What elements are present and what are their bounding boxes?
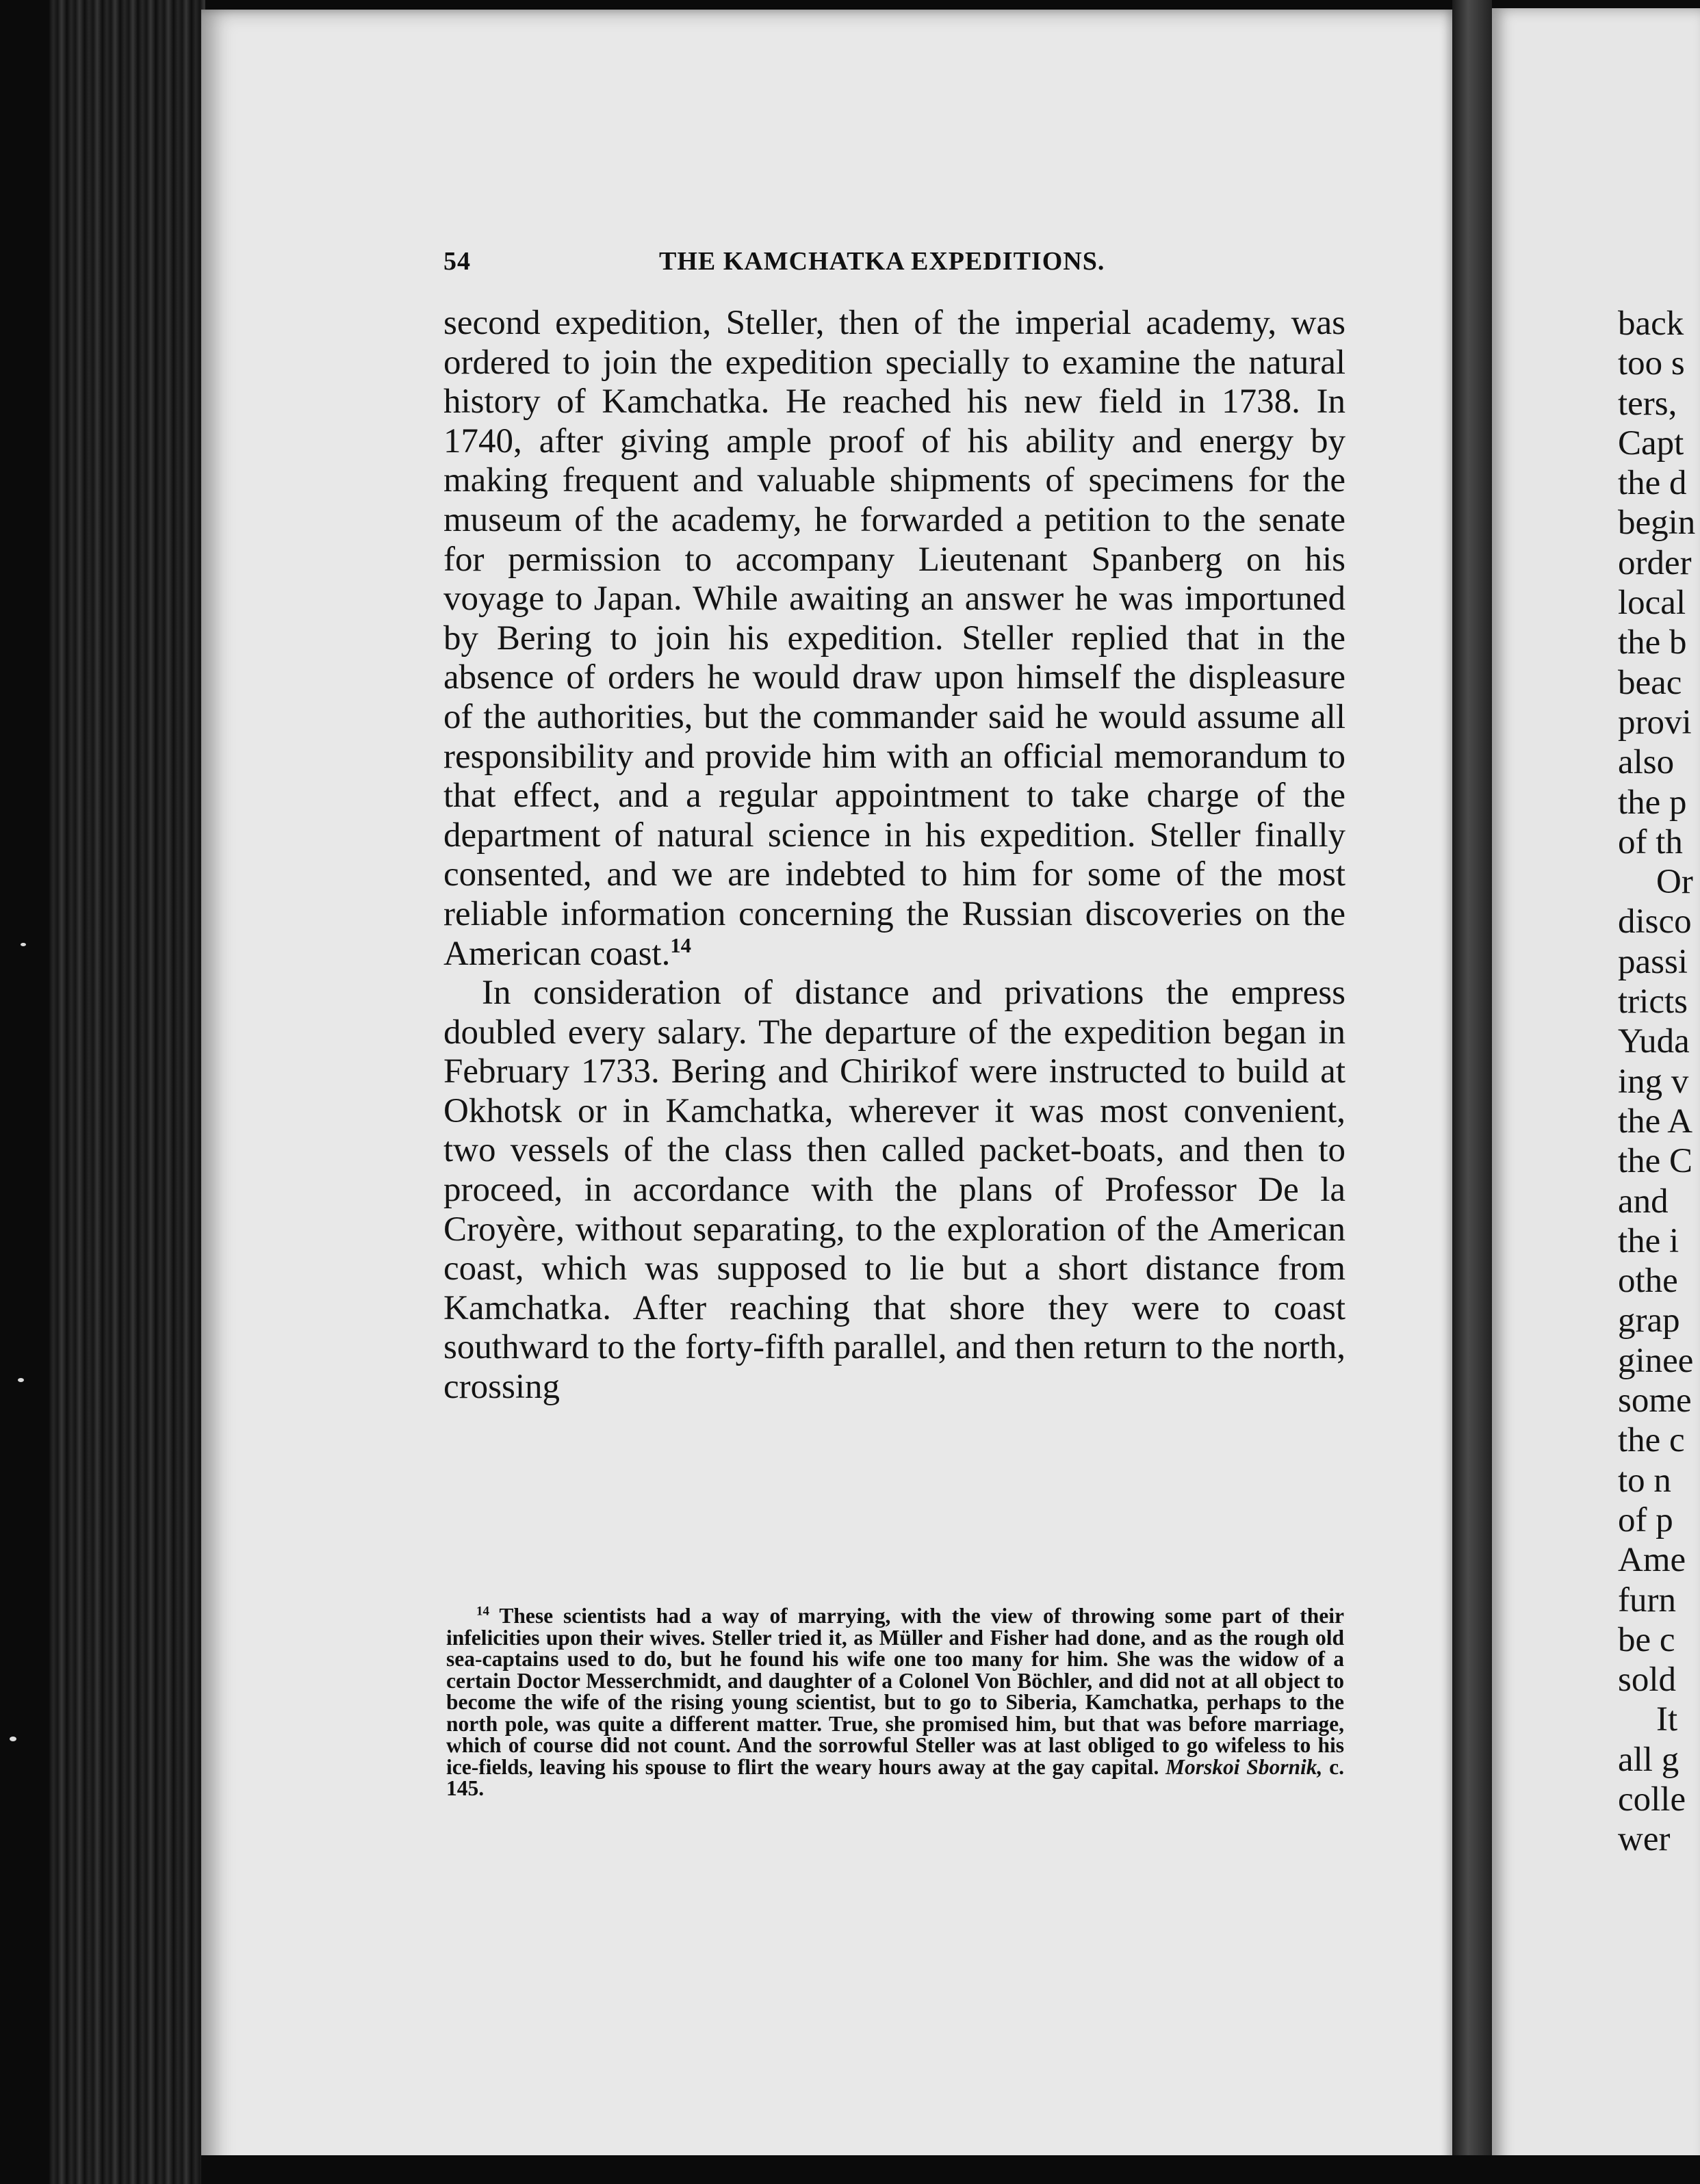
scan-speck [10, 1737, 16, 1741]
book-gutter [1452, 0, 1492, 2184]
page-header [443, 246, 1345, 287]
paragraph-2: In consideration of distance and privations the empress doubled every salary. The departure of the expedition began in February 1733. Bering and Chirikof were instructed to build at Okhotsk or in Kamchatka, wherever it was most convenient, two vessels of the class then called packet-boats, and then to proceed, in accordance with the plans of Professor De la Croyère, without separating, to the exploration of the American coast, which was supposed to lie but a short distance from Kamchatka. After reaching that shore they were to coast southward to the forty-fifth parallel, and then return to the north, crossing [443, 974, 1345, 1407]
right-page-line: ginee [1618, 1341, 1694, 1380]
right-page-line: back [1618, 304, 1684, 343]
right-page-line: the d [1618, 464, 1687, 503]
right-page-line: Capt [1618, 424, 1684, 463]
page-number: 54 [443, 247, 471, 276]
right-page-text-fragments [1618, 304, 1700, 1860]
paragraph-1 [443, 304, 1345, 974]
main-text [443, 304, 1345, 1407]
footnote-marker: 14 [476, 1604, 489, 1619]
right-page-line: of th [1618, 822, 1683, 861]
right-page-line: ing v [1618, 1062, 1689, 1101]
right-page-line: and [1618, 1182, 1669, 1221]
right-page-line: tricts [1618, 983, 1688, 1022]
footnote [446, 1605, 1344, 1799]
right-page-line: the C [1618, 1142, 1693, 1181]
right-page-line: local [1618, 584, 1686, 623]
right-page-line: the A [1618, 1102, 1693, 1141]
right-page-line: It [1656, 1700, 1678, 1739]
right-page-line: also [1618, 743, 1675, 782]
right-page-line: be c [1618, 1620, 1675, 1659]
right-page-line: the c [1618, 1421, 1685, 1460]
footnote-source: Morskoi Sbornik, [1165, 1754, 1323, 1779]
right-page-line: ters, [1618, 384, 1677, 423]
right-page-line: of p [1618, 1500, 1673, 1539]
right-page-line: colle [1618, 1780, 1686, 1819]
right-page-line: provi [1618, 703, 1692, 742]
scan-bottom-edge [201, 2155, 1700, 2184]
right-page-line: passi [1618, 942, 1688, 981]
right-page-line: some [1618, 1381, 1692, 1420]
right-page-line: Or [1656, 863, 1693, 902]
book-binding-edge [49, 0, 205, 2184]
right-page-line: Yuda [1618, 1022, 1690, 1061]
right-page-line: begin [1618, 504, 1696, 543]
right-page-line: too s [1618, 344, 1685, 383]
right-page-line: sold [1618, 1661, 1677, 1700]
right-page-line: beac [1618, 663, 1682, 702]
footnote-text: These scientists had a way of marrying, with the view of throwing some part of their infelicities upon their wives. Steller tried it, as Müller and Fisher had done, and as the rough old sea-captains used to do, but he found his wife one too many for him. She was the widow of a certain Doctor Messerchmidt, and daughter of a Colonel Von Böchler, and did not at all object to become the wife of the rising young scientist, but to go to Siberia, Kamchatka, perhaps to the north pole, was quite a different matter. True, she promised him, but that was before marriage, which of course did not count. And the sorrowful Steller was at last obliged to go wifeless to his ice-fields, leaving his spouse to flirt the weary hours away at the gay capital. [446, 1604, 1344, 1779]
right-page-line: to n [1618, 1461, 1671, 1500]
scan-speck [18, 1378, 24, 1382]
right-page-line: the p [1618, 783, 1687, 822]
right-page-line: othe [1618, 1262, 1678, 1301]
paragraph-1-text: second expedition, Steller, then of the imperial academy, was ordered to join the expedition specially to examine the natural history of Kamchatka. He reached his new field in 1738. In 1740, after giving ample proof of his ability and energy by making frequent and valuable shipments of specimens for the museum of the academy, he forwarded a petition to the senate for permission to accompany Lieutenant Spanberg on his voyage to Japan. While awaiting an answer he was importuned by Bering to join his expedition. Steller replied that in the absence of orders he would draw upon himself the displeasure of the authorities, but the commander said he would assume all responsibility and provide him with an official memorandum to that effect, and a regular appointment to take charge of the department of natural science in his expedition. Steller finally consented, and we are indebted to him for some of the most reliable information concerning the Russian discoveries on the American coast. [443, 304, 1345, 973]
footnote-reference: 14 [670, 933, 691, 957]
right-page-line: furn [1618, 1581, 1676, 1620]
right-page-line: wer [1618, 1820, 1671, 1859]
right-page-line: order [1618, 543, 1692, 582]
scan-speck [21, 943, 26, 946]
right-page-line: grap [1618, 1301, 1680, 1340]
right-page-line: disco [1618, 902, 1692, 941]
right-page-line: the b [1618, 623, 1687, 662]
right-page-line: Ame [1618, 1541, 1686, 1580]
footnote-citation: c. 145. [446, 1754, 1344, 1800]
right-page-line: all g [1618, 1740, 1679, 1779]
running-title: THE KAMCHATKA EXPEDITIONS. [659, 247, 1105, 276]
right-page-line: the i [1618, 1221, 1679, 1260]
